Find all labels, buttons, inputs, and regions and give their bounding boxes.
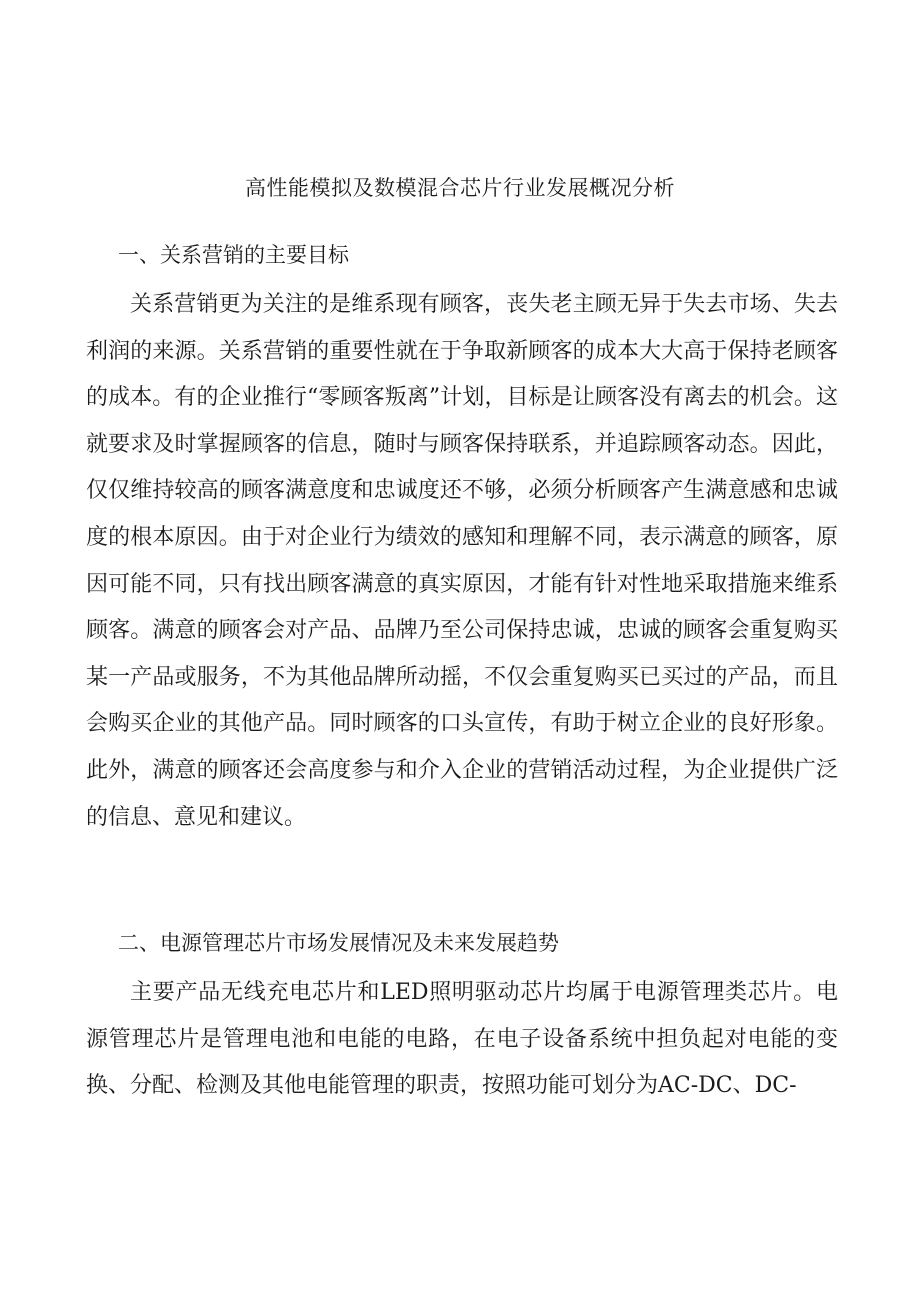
section-paragraph-relationship-marketing: 关系营销更为关注的是维系现有顾客，丧失老主顾无异于失去市场、失去利润的来源。关系营销的重要性就在于争取新顾客的成本大大高于保持老顾客的成本。有的企业推行“零顾客叛离”计划，目标是让顾客没有离去的机会。这就要求及时掌握顾客的信息，随时与顾客保持联系，并追踪顾客动态。因此，仅仅维持较高的顾客满意度和忠诚度还不够，必须分析顾客产生满意感和忠诚度的根本原因。由于对企业行为绩效的感知和理解不同，表示满意的顾客，原因可能不同，只有找出顾客满意的真实原因，才能有针对性地采取措施来维系顾客。满意的顾客会对产品、品牌乃至公司保持忠诚，忠诚的顾客会重复购买某一产品或服务，不为其他品牌所动摇，不仅会重复购买已买过的产品，而且会购买企业的其他产品。同时顾客的口头宣传，有助于树立企业的良好形象。此外，满意的顾客还会高度参与和介入企业的营销活动过程，为企业提供广泛的信息、意见和建议。	[86, 292, 838, 830]
section-heading-power-management: 二、电源管理芯片市场发展情况及未来发展趋势	[118, 931, 559, 955]
section-paragraph-power-management: 主要产品无线充电芯片和LED照明驱动芯片均属于电源管理类芯片。电源管理芯片是管理电池和电能的电路，在电子设备系统中担负起对电能的变换、分配、检测及其他电能管理的职责，按照功能可划分为AC-DC、DC-	[86, 980, 838, 1099]
section-heading-relationship-marketing: 一、关系营销的主要目标	[118, 243, 349, 267]
document-title: 高性能模拟及数模混合芯片行业发展概况分析	[245, 176, 675, 200]
